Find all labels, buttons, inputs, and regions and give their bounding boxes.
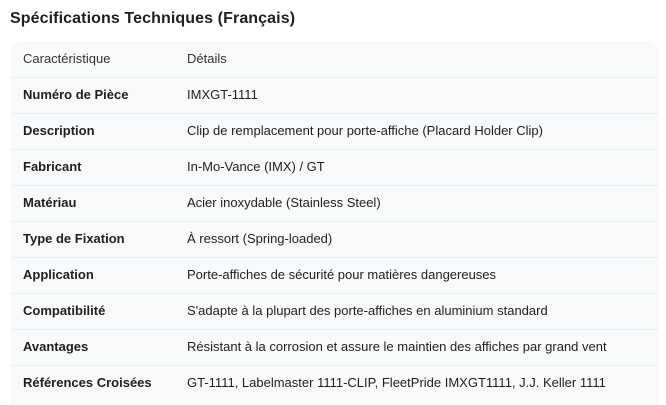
column-header-characteristic: Caractéristique <box>23 51 111 66</box>
table-row <box>11 149 659 185</box>
row-value: Résistant à la corrosion et assure le maintien des affiches par grand vent <box>187 339 607 354</box>
table-row <box>11 329 659 365</box>
row-key: Application <box>23 267 94 282</box>
table-row <box>11 221 659 257</box>
table-row <box>11 77 659 113</box>
row-key: Avantages <box>23 339 89 354</box>
table-row <box>11 257 659 293</box>
table-row <box>11 293 659 329</box>
row-key: Description <box>23 123 95 138</box>
row-value: Porte-affiches de sécurité pour matières dangereuses <box>187 267 497 282</box>
row-value: À ressort (Spring-loaded) <box>187 231 333 246</box>
row-key: Type de Fixation <box>23 231 125 246</box>
table-row <box>11 365 659 401</box>
row-key: Matériau <box>23 195 77 210</box>
row-key: Compatibilité <box>23 303 106 318</box>
spec-table <box>11 41 659 405</box>
row-key: Références Croisées <box>23 375 152 390</box>
row-value: GT-1111, Labelmaster 1111-CLIP, FleetPride IMXGT1111, J.J. Keller 1111 <box>187 375 606 390</box>
row-key: Numéro de Pièce <box>23 87 129 102</box>
row-key: Fabricant <box>23 159 82 174</box>
row-value: IMXGT-1111 <box>187 87 258 102</box>
row-value: Acier inoxydable (Stainless Steel) <box>187 195 381 210</box>
table-header-row <box>11 41 659 77</box>
column-header-details: Détails <box>187 51 227 66</box>
row-value: Clip de remplacement pour porte-affiche (Placard Holder Clip) <box>187 123 543 138</box>
section-heading: Spécifications Techniques (Français) <box>10 10 296 27</box>
table-row <box>11 185 659 221</box>
table-row <box>11 113 659 149</box>
row-value: In-Mo-Vance (IMX) / GT <box>187 159 325 174</box>
row-value: S'adapte à la plupart des porte-affiches en aluminium standard <box>187 303 548 318</box>
